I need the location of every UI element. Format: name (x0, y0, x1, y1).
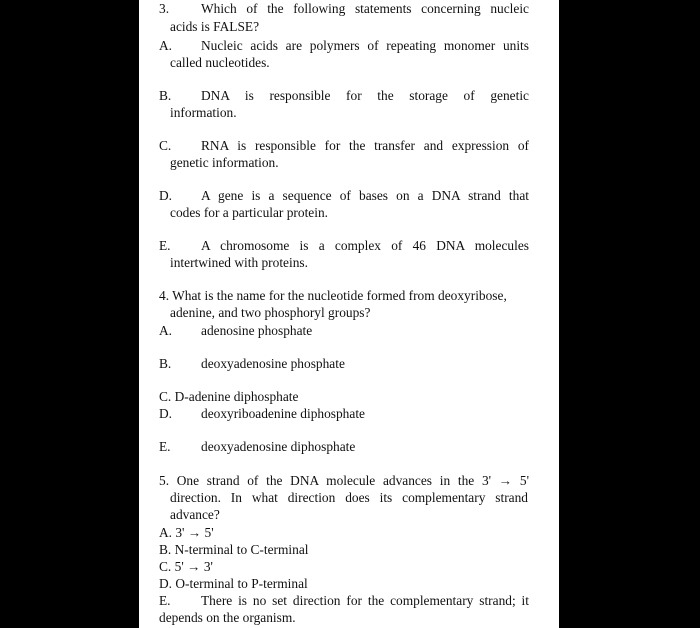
option-text: A chromosome is a complex of 46 DNA molecules (201, 238, 529, 253)
q4-stem-text: 4. What is the name for the nucleotide formed from deoxyribose, (159, 288, 507, 303)
q4-stem-text-2: adenine, and two phosphoryl groups? (170, 305, 371, 320)
option-text: C. D-adenine diphosphate (159, 389, 299, 404)
option-text-2: information. (170, 105, 237, 120)
option-text: C. 5' → 3' (159, 559, 213, 574)
option-text: A gene is a sequence of bases on a DNA strand that (201, 188, 529, 203)
option-text: A. 3' → 5' (159, 525, 214, 540)
option-text: There is no set direction for the complementary strand; it (201, 593, 529, 608)
q5-stem-text: 5. One strand of the DNA molecule advances in the 3' → 5' (159, 473, 529, 488)
q3-number: 3. (159, 1, 170, 16)
option-text: deoxyadenosine phosphate (201, 356, 345, 371)
option-label: B. (159, 88, 172, 103)
q3-stem-text-2: acids is FALSE? (170, 19, 260, 34)
option-text-2: genetic information. (170, 155, 279, 170)
question-page (139, 0, 559, 628)
option-label: D. (159, 188, 173, 203)
option-text: deoxyadenosine diphosphate (201, 439, 356, 454)
option-text: D. O-terminal to P-terminal (159, 576, 308, 591)
option-label: B. (159, 356, 172, 371)
option-label: A. (159, 38, 173, 53)
q3-stem-text: Which of the following statements concerning nucleic (201, 1, 529, 16)
option-text-2: depends on the organism. (159, 610, 296, 625)
option-text: B. N-terminal to C-terminal (159, 542, 309, 557)
option-text: DNA is responsible for the storage of genetic (201, 88, 529, 103)
option-text-2: called nucleotides. (170, 55, 270, 70)
option-text: Nucleic acids are polymers of repeating monomer units (201, 38, 529, 53)
option-label: E. (159, 439, 171, 454)
q5-stem-text-3: advance? (170, 507, 220, 522)
option-text: adenosine phosphate (201, 323, 313, 338)
option-text-2: codes for a particular protein. (170, 205, 329, 220)
q5-stem-text-2: direction. In what direction does its complementary strand (170, 490, 528, 505)
option-text: RNA is responsible for the transfer and expression of (201, 138, 529, 153)
option-label: D. (159, 406, 173, 421)
option-text-2: intertwined with proteins. (170, 255, 308, 270)
option-text: deoxyriboadenine diphosphate (201, 406, 365, 421)
option-label: A. (159, 323, 173, 338)
option-label: C. (159, 138, 172, 153)
option-label: E. (159, 593, 171, 608)
option-label: E. (159, 238, 171, 253)
